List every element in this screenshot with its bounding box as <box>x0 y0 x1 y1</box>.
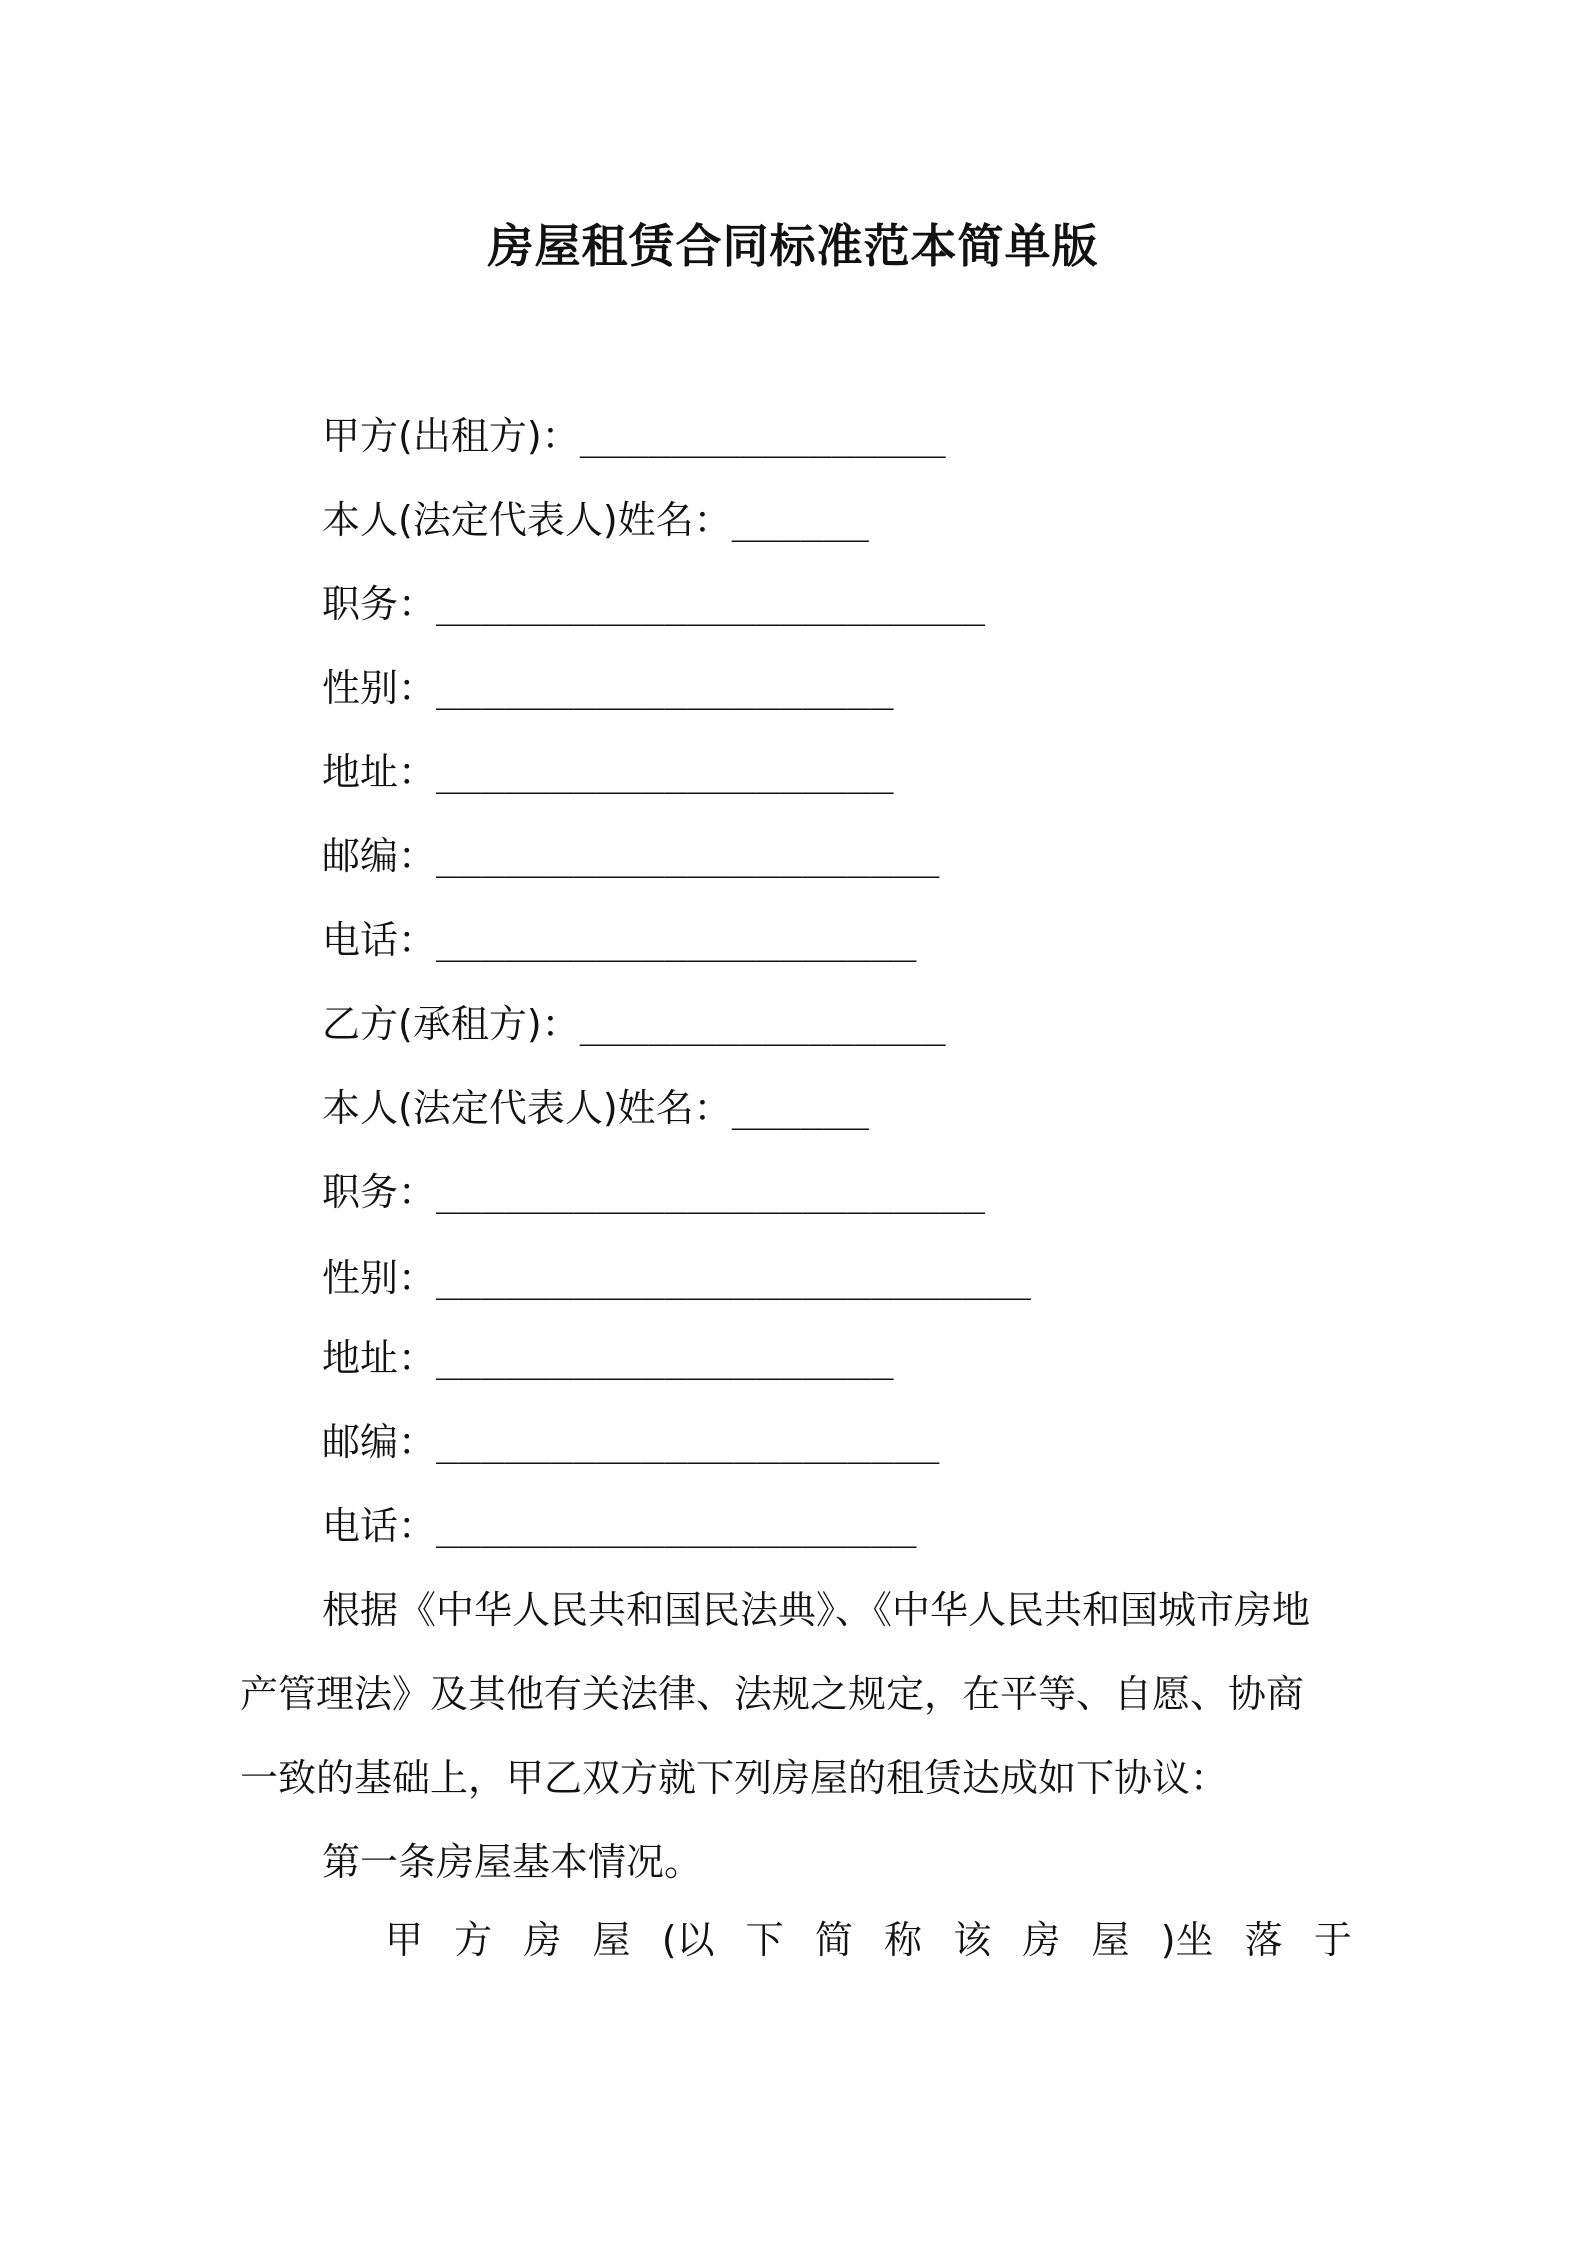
article-1-char: (以 <box>661 1918 715 1962</box>
article-1-char: 房 <box>523 1918 562 1962</box>
article-1-char: 方 <box>454 1918 493 1962</box>
preamble-line-1: 根据《中华人民共和国民法典》、《中华人民共和国城市房地 <box>322 1588 1311 1632</box>
field-label: 邮编： <box>322 1420 437 1464</box>
field-label: 电话： <box>322 918 437 962</box>
party-a-representative-row <box>322 492 869 548</box>
article-1-char: 于 <box>1313 1918 1352 1962</box>
party-a-gender-row <box>322 660 894 716</box>
party-b-position-row <box>322 1164 985 1220</box>
field-label: 职务： <box>322 582 437 626</box>
field-blank: ____________________ <box>436 750 894 794</box>
field-blank: ______________________ <box>436 1420 940 1464</box>
field-blank: ________________________ <box>436 1170 986 1214</box>
party-b-phone-row <box>322 1498 916 1554</box>
field-blank: ____________________ <box>436 666 894 710</box>
field-blank: ______ <box>731 498 869 542</box>
field-blank: ________________________ <box>436 582 986 626</box>
party-a-heading-row <box>322 408 946 464</box>
field-label: 性别： <box>322 1256 437 1300</box>
field-blank: ____________________ <box>436 1336 894 1380</box>
article-1-char: 称 <box>884 1918 923 1962</box>
article-1-char: )坐 <box>1160 1918 1214 1962</box>
field-label: 本人(法定代表人)姓名： <box>322 1086 732 1130</box>
party-a-name-blank: ________________ <box>579 414 946 458</box>
party-a-phone-row <box>322 912 916 968</box>
field-blank: ______________________ <box>436 834 940 878</box>
article-1-char: 下 <box>745 1918 784 1962</box>
article-1-char: 屋 <box>1091 1918 1130 1962</box>
field-label: 邮编： <box>322 834 437 878</box>
field-label: 性别： <box>322 666 437 710</box>
preamble-paragraph <box>240 1568 1352 1820</box>
party-b-representative-row <box>322 1080 869 1136</box>
party-a-address-row <box>322 744 894 800</box>
field-blank: _____________________ <box>436 918 917 962</box>
field-label: 地址： <box>322 1336 437 1380</box>
party-b-name-blank: ________________ <box>579 1002 946 1046</box>
party-a-position-row <box>322 576 985 632</box>
article-1-heading-text: 第一条房屋基本情况。 <box>322 1840 703 1884</box>
party-b-heading: 乙方(承租方)： <box>322 1002 580 1046</box>
field-blank: ______ <box>731 1086 869 1130</box>
article-1-heading <box>322 1834 702 1890</box>
field-label: 职务： <box>322 1170 437 1214</box>
article-1-char: 甲 <box>385 1918 424 1962</box>
party-b-address-row <box>322 1330 894 1386</box>
field-blank: __________________________ <box>436 1256 1031 1300</box>
article-1-first-line <box>385 1912 1352 1968</box>
field-label: 电话： <box>322 1504 437 1548</box>
article-1-char: 该 <box>953 1918 992 1962</box>
article-1-char: 屋 <box>592 1918 631 1962</box>
party-a-heading: 甲方(出租方)： <box>322 414 580 458</box>
field-label: 本人(法定代表人)姓名： <box>322 498 732 542</box>
party-b-postcode-row <box>322 1414 939 1470</box>
preamble-line-3: 一致的基础上，甲乙双方就下列房屋的租赁达成如下协议： <box>240 1756 1229 1800</box>
preamble-line-2: 产管理法》及其他有关法律、法规之规定，在平等、自愿、协商 <box>240 1672 1305 1716</box>
party-b-heading-row <box>322 996 946 1052</box>
document-title: 房屋租赁合同标准范本简单版 <box>487 219 1099 273</box>
article-1-char: 落 <box>1244 1918 1283 1962</box>
field-label: 地址： <box>322 750 437 794</box>
article-1-char: 简 <box>814 1918 853 1962</box>
party-a-postcode-row <box>322 828 939 884</box>
party-b-gender-row <box>322 1250 1031 1306</box>
article-1-char: 房 <box>1022 1918 1061 1962</box>
field-blank: _____________________ <box>436 1504 917 1548</box>
